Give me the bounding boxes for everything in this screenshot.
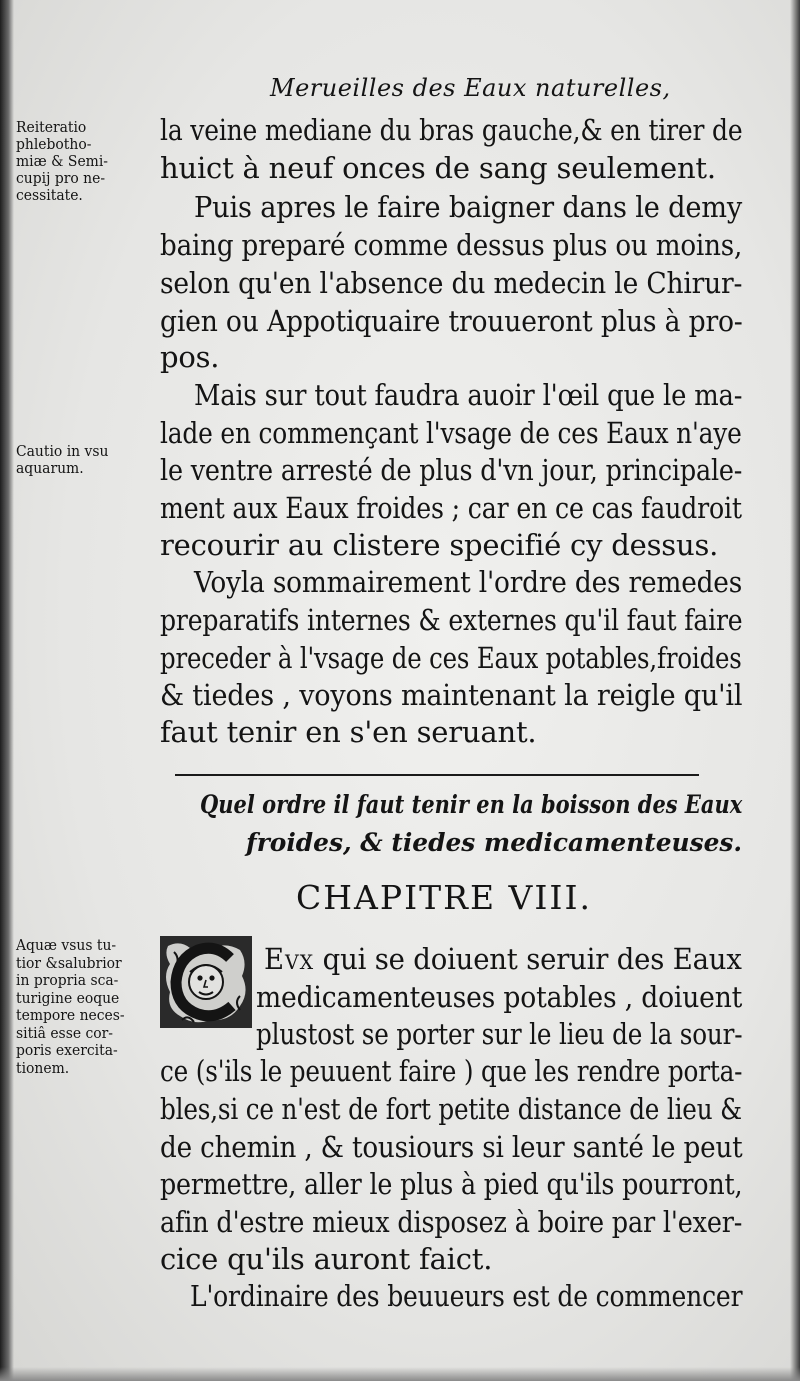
margin-note-line: cessitate.: [16, 188, 83, 204]
section-divider: [175, 774, 699, 776]
chapter-line: de chemin , & tousiours si leur santé le peut: [160, 1130, 743, 1164]
margin-note-cautio: [16, 444, 164, 478]
margin-note-line: tionem.: [16, 1060, 70, 1077]
body-line: ment aux Eaux froides ; car en ce cas faudroit: [160, 491, 742, 525]
margin-note-line: phlebotho-: [16, 137, 92, 153]
body-line: pos.: [160, 340, 220, 374]
body-line: le ventre arresté de plus d'vn jour, principale-: [160, 453, 743, 487]
running-head: Merueilles des Eaux naturelles,: [270, 74, 671, 102]
body-line: la veine mediane du bras gauche,& en tirer de: [160, 113, 743, 147]
chapter-line: afin d'estre mieux disposez à boire par l'exer-: [160, 1205, 743, 1239]
margin-note-line: sitiâ esse cor-: [16, 1025, 113, 1042]
margin-note-line: Aquæ vsus tu-: [16, 938, 117, 954]
margin-note-line: turigine eoque: [16, 990, 120, 1007]
page-bottom-edge: [0, 1367, 800, 1381]
margin-note-line: in propria sca-: [16, 973, 119, 989]
body-line: baing preparé comme dessus plus ou moins,: [160, 228, 743, 262]
margin-note-line: miæ & Semi-: [16, 154, 109, 170]
section-heading-line-1: Quel ordre il faut tenir en la boisson des Eaux: [200, 790, 743, 819]
body-line: preparatifs internes & externes qu'il faut faire: [160, 603, 743, 637]
body-line: gien ou Appotiquaire trouueront plus à pro-: [160, 304, 743, 338]
margin-note-line: tior &salubrior: [16, 955, 122, 972]
chapter-line: L'ordinaire des beuueurs est de commencer: [190, 1279, 743, 1313]
margin-note-phlebotomy: [16, 120, 164, 205]
chapter-first-line-rest: qui se doiuent seruir des Eaux: [322, 942, 742, 976]
chapter-line: ce (s'ils le peuuent faire ) que les rendre porta-: [160, 1054, 743, 1088]
body-line: Puis apres le faire baigner dans le demy: [194, 190, 743, 224]
chapter-line: bles,si ce n'est de fort petite distance de lieu &: [160, 1092, 742, 1126]
body-line: faut tenir en s'en seruant.: [160, 715, 537, 749]
chapter-first-word: Evx: [264, 942, 315, 976]
margin-note-aquae: [16, 938, 164, 1078]
body-line: recourir au clistere specifié cy dessus.: [160, 528, 719, 562]
margin-note-line: tempore neces-: [16, 1008, 125, 1024]
margin-note-line: poris exercita-: [16, 1043, 118, 1059]
page-right-edge: [790, 0, 800, 1381]
chapter-line: cice qu'ils auront faict.: [160, 1242, 493, 1276]
body-line: Mais sur tout faudra auoir l'œil que le ma-: [194, 378, 743, 412]
body-line: preceder à l'vsage de ces Eaux potables,froides: [160, 641, 742, 675]
body-line: huict à neuf onces de sang seulement.: [160, 151, 716, 185]
page-left-edge: [0, 0, 14, 1381]
margin-note-line: cupij pro ne-: [16, 171, 106, 187]
margin-note-line: Reiteratio: [16, 120, 87, 136]
chapter-line: plustost se porter sur le lieu de la sour-: [256, 1017, 743, 1051]
body-line: selon qu'en l'absence du medecin le Chirur-: [160, 266, 743, 300]
chapter-line: medicamenteuses potables , doiuent: [256, 980, 743, 1014]
chapter-title: CHAPITRE VIII.: [296, 878, 592, 917]
body-line: lade en commençant l'vsage de ces Eaux n'aye: [160, 416, 742, 450]
section-heading-line-2: froides, & tiedes medicamenteuses.: [246, 828, 743, 857]
chapter-line: permettre, aller le plus à pied qu'ils pourront,: [160, 1167, 743, 1201]
chapter-line: [264, 942, 742, 976]
margin-note-line: Cautio in vsu: [16, 444, 109, 460]
body-line: Voyla sommairement l'ordre des remedes: [194, 565, 743, 599]
body-line: & tiedes , voyons maintenant la reigle qu'il: [160, 678, 743, 712]
decorated-initial-c-icon: [160, 936, 252, 1028]
margin-note-line: aquarum.: [16, 461, 84, 477]
